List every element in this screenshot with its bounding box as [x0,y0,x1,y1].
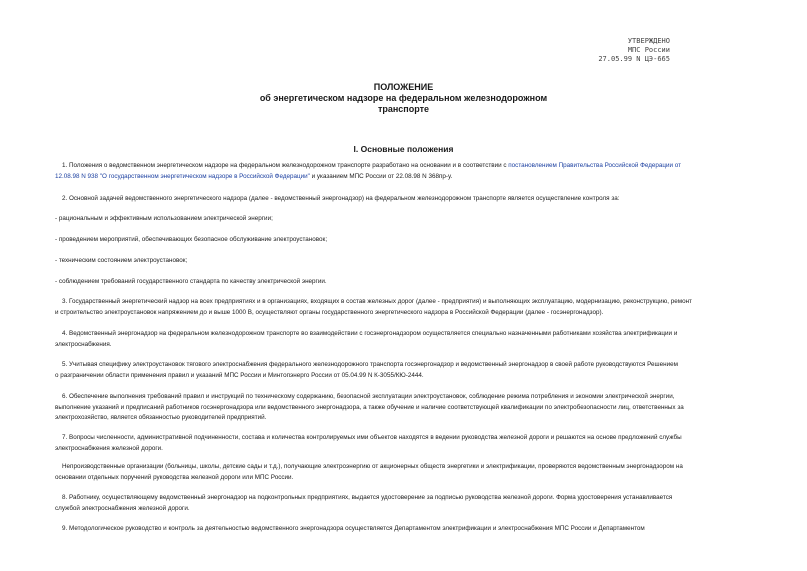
decree-link[interactable]: постановлением Правительства Российской Федерации от [508,162,682,169]
paragraph-7-continuation [55,462,767,483]
paragraph-8-line-1: 8. Работнику, осуществляющему ведомственный энергонадзор на подконтрольных предприятиях, выдается удостоверение за подписью руководства железной дороги. Форма удостоверения устанавливается [62,494,673,501]
document-title [0,82,807,115]
paragraph-7b-line-2: основании отдельных поручений руководства железной дороги или МПС России. [55,473,294,481]
approval-line-approved: УТВЕРЖДЕНО [627,37,670,45]
paragraph-8-line-2: службой электроснабжения железной дороги. [55,504,190,512]
paragraph-6-line-2: выполнение указаний и предписаний работников госэнергонадзора или ведомственного энергонадзора, а также обучение и наличие соответствующей квалификации по электробезопасности лиц, ответственных за [55,403,684,411]
approval-line-ministry: МПС России [627,46,670,54]
paragraph-9 [55,524,767,535]
paragraph-6-line-1: 6. Обеспечение выполнения требований правил и инструкций по техническому содержанию, безопасной эксплуатации электроустановок, соблюдение режима потребления и экономии электрической энергии, [62,393,675,400]
bullet-4-text: - соблюдением требований государственного стандарта по качеству электрической энергии. [55,278,327,285]
paragraph-4-line-2: электроснабжения. [55,340,112,348]
paragraph-6-line-3: электрохозяйство, является обязанностью руководителей предприятий. [55,414,267,421]
bullet-1-text: - рациональным и эффективным использованием электрической энергии; [55,215,273,222]
approval-stamp [560,37,670,64]
title-line-1: ПОЛОЖЕНИЕ [373,82,434,92]
decree-title-link[interactable]: 12.08.98 N 938 "О государственном энергетическом надзоре в Российской Федерации" [55,172,310,180]
paragraph-1-line-1 [55,161,767,172]
paragraph-1-text: 1. Положения о ведомственном энергетическом надзоре на федеральном железнодорожном транспорте разработано на основании и в соответствии с [62,162,509,169]
paragraph-3 [55,297,767,318]
paragraph-1-line-2 [55,172,767,183]
bullet-2 [55,235,767,246]
paragraph-1-text-end: и указанием МПС России от 22.08.98 N 368пр-у. [309,172,453,180]
bullet-2-text: - проведением мероприятий, обеспечивающих безопасное обслуживание электроустановок; [55,236,328,243]
paragraph-8 [55,493,767,514]
paragraph-6 [55,392,767,424]
paragraph-5 [55,360,767,381]
title-line-2: об энергетическом надзоре на федеральном железнодорожном [259,93,548,103]
paragraph-7-line-1: 7. Вопросы численности, административной подчиненности, состава и количества контролируемых ими объектов находятся в ведении руководства железной дороги и решаются на основе предложений службы [62,434,682,441]
title-line-3: транспорте [377,104,430,114]
bullet-3 [55,256,767,267]
paragraph-4-line-1: 4. Ведомственный энергонадзор на федеральном железнодорожном транспорте во взаимодействии с госэнергонадзором осуществляется специально назначенными работниками хозяйства электрификации и [62,330,678,337]
bullet-1 [55,214,767,225]
paragraph-4 [55,329,767,350]
paragraph-2 [55,194,767,205]
paragraph-7 [55,433,767,454]
paragraph-7b-line-1: Непроизводственные организации (больницы, школы, детские сады и т.д.), получающие электроэнергию от акционерных обществ энергетики и электрификации, проверяются ведомственным энергонадзором на [62,463,683,470]
paragraph-3-line-2: и строительство электроустановок напряжением до и выше 1000 В, осуществляют органы государственного энергетического надзора в Российской Федерации (далее - госэнергонадзор). [55,308,604,316]
paragraph-3-line-1: 3. Государственный энергетический надзор на всех предприятиях и в организациях, входящих в состав железных дорог (далее - предприятия) и выполняющих эксплуатацию, модернизацию, реконструкцию, ремонт [62,298,692,305]
approval-line-date-number: 27.05.99 N ЦЭ-665 [598,55,670,63]
paragraph-2-line-1: 2. Основной задачей ведомственного энергетического надзора (далее - ведомственный энергонадзор) на федеральном железнодорожном транспорте является осуществление контроля за: [62,195,620,202]
paragraph-5-line-2: о разграничении области применения правил и указаний МПС России и Минтопэнерго России от 05.04.99 N К-3055/КЮ-2444. [55,371,424,379]
bullet-4 [55,277,767,288]
bullet-3-text: - техническим состоянием электроустановок; [55,257,188,264]
paragraph-1 [55,161,767,182]
paragraph-7-line-2: электроснабжения железной дороги. [55,444,163,452]
section-heading: I. Основные положения [353,144,454,154]
paragraph-5-line-1: 5. Учитывая специфику электроустановок тягового электроснабжения федерального железнодорожного транспорта госэнергонадзор и ведомственный энергонадзор в своей работе руководствуются Решением [62,361,678,368]
paragraph-9-line-1: 9. Методологическое руководство и контроль за деятельностью ведомственного энергонадзора осуществляется Департаментом электрификации и электроснабжения МПС России и Департаментом [62,525,645,532]
